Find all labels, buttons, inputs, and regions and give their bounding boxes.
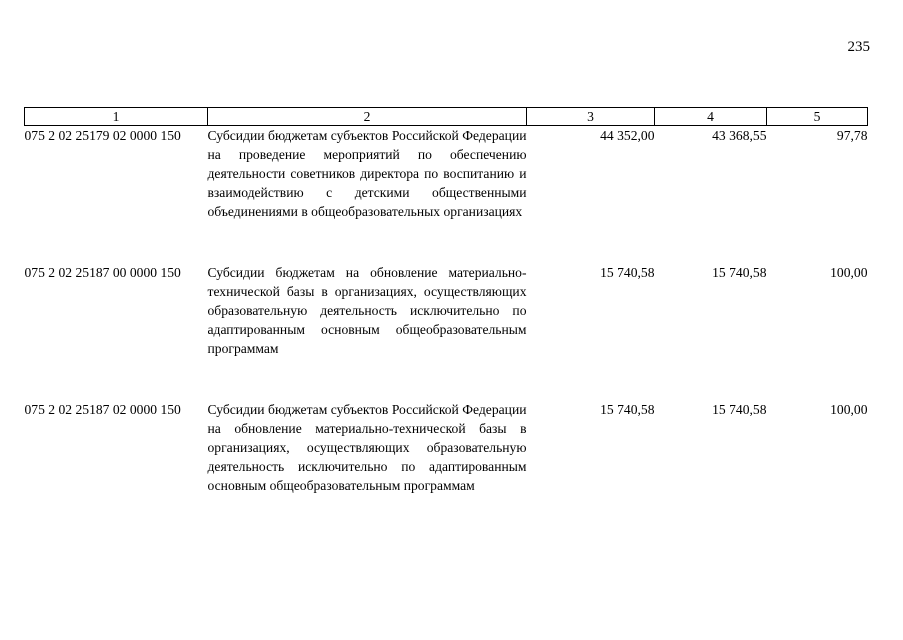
- header-row: [25, 108, 868, 126]
- value-col-4: 15 740,58: [712, 265, 767, 280]
- budget-code: 075 2 02 25179 02 0000 150: [24, 128, 181, 143]
- budget-code: 075 2 02 25187 00 0000 150: [24, 265, 181, 280]
- table-body: [25, 126, 868, 521]
- page-number: 235: [847, 39, 870, 55]
- value-col-5: 100,00: [830, 265, 868, 280]
- table-row: [25, 400, 868, 520]
- table-row: [25, 126, 868, 264]
- header-col-4: 4: [655, 108, 767, 126]
- value-col-3: 15 740,58: [600, 402, 655, 417]
- header-col-5: 5: [767, 108, 868, 126]
- row-description: Субсидии бюджетам субъектов Российской Федерации на проведение мероприятий по обеспечению деятельности советников директора по воспитанию и взаимодействию с детскими общественными объединениями в общеобразовательных организациях: [207, 128, 527, 219]
- header-col-3: 3: [527, 108, 655, 126]
- value-col-5: 97,78: [836, 128, 868, 143]
- header-col-2: 2: [208, 108, 527, 126]
- budget-table: [24, 107, 868, 520]
- table-header: [25, 108, 868, 126]
- value-col-3: 15 740,58: [600, 265, 655, 280]
- budget-code: 075 2 02 25187 02 0000 150: [24, 402, 181, 417]
- value-col-4: 43 368,55: [712, 128, 767, 143]
- value-col-5: 100,00: [830, 402, 868, 417]
- header-col-1: 1: [25, 108, 208, 126]
- value-col-4: 15 740,58: [712, 402, 767, 417]
- value-col-3: 44 352,00: [600, 128, 655, 143]
- row-description: Субсидии бюджетам субъектов Российской Федерации на обновление материально-технической базы в организациях, осуществляющих образовательную деятельность исключительно по адаптированным основным общеобразовательным программам: [207, 402, 527, 493]
- table-row: [25, 263, 868, 400]
- row-description: Субсидии бюджетам на обновление материально-технической базы в организациях, осуществляющих образовательную деятельность исключительно по адаптированным основным общеобразовательным программам: [207, 265, 527, 356]
